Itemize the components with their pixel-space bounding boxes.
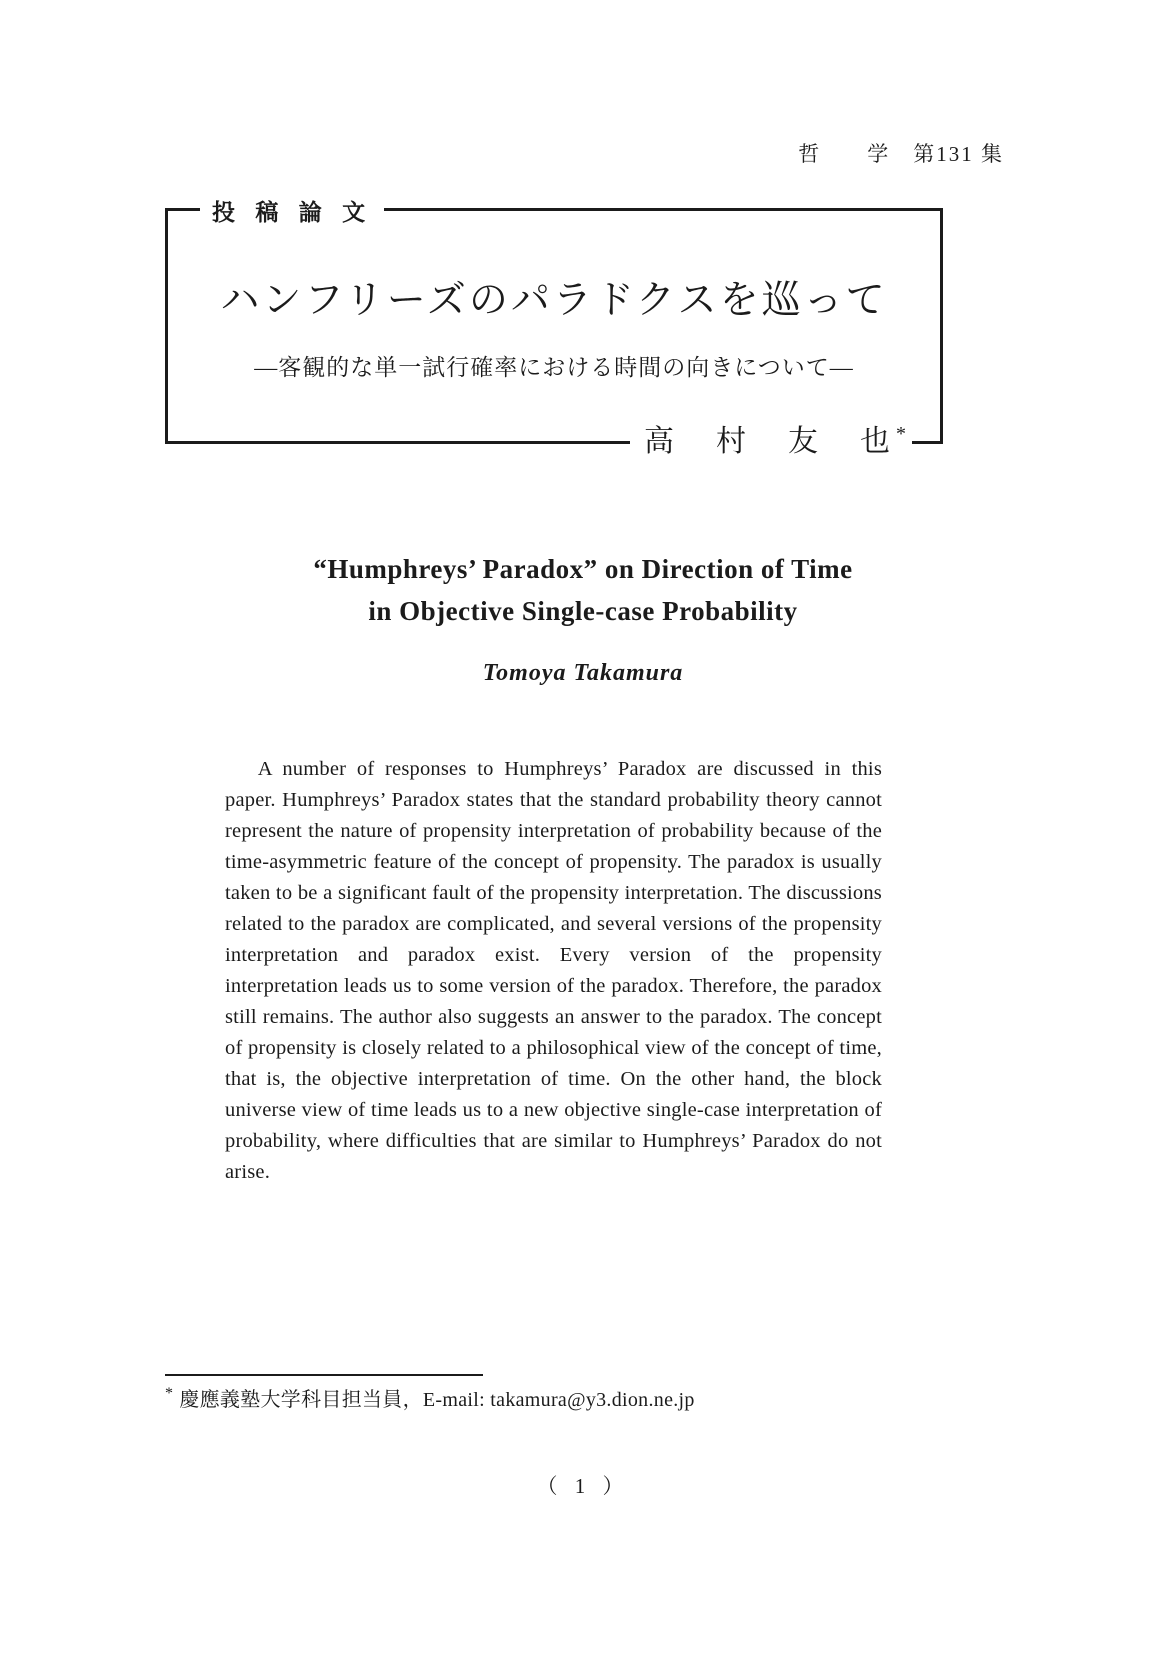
author-note-marker: * (896, 423, 906, 445)
english-title-line1: “Humphreys’ Paradox” on Direction of Time (313, 554, 853, 584)
footnote-rule (165, 1374, 483, 1376)
author-ja (630, 416, 912, 460)
english-title-line2: in Objective Single-case Probability (368, 596, 798, 626)
page-number: （ 1 ） (536, 1474, 630, 1498)
abstract-paragraph: A number of responses to Humphreys’ Paradox are discussed in this paper. Humphreys’ Paradox states that the standard probability theory cannot represent the nature of propensity interpretation of probability because of the time-asymmetric feature of the concept of propensity. The paradox is usually taken to be a significant fault of the propensity interpretation. The discussions related to the paradox are complicated, and several versions of the propensity interpretation and paradox exist. Every version of the propensity interpretation leads us to some version of the paradox. Therefore, the paradox still remains. The author also suggests an answer to the paradox. The concept of propensity is closely related to a philosophical view of the concept of time, that is, the objective interpretation of time. On the other hand, the block universe view of time leads us to a new objective single-case interpretation of probability, where difficulties that are similar to Humphreys’ Paradox do not arise. (225, 757, 882, 1183)
english-title (0, 548, 1166, 632)
paper-title-ja: ハンフリーズのパラドクスを巡って (220, 279, 888, 322)
footnote-marker: * (165, 1385, 174, 1403)
article-title-box (165, 199, 943, 458)
journal-header: 哲 学 第131 集 (798, 142, 1004, 166)
footnote-text: 慶應義塾大学科目担当員，E-mail: takamura@y3.dion.ne.jp (179, 1389, 695, 1411)
author-ja-name: 高 村 友 也 (644, 425, 896, 458)
footnote (165, 1383, 925, 1412)
article-type-label: 投 稿 論 文 (200, 194, 384, 227)
author-en: Tomoya Takamura (482, 660, 684, 686)
paper-subtitle-ja: ―客観的な単一試行確率における時間の向きについて― (254, 355, 854, 380)
